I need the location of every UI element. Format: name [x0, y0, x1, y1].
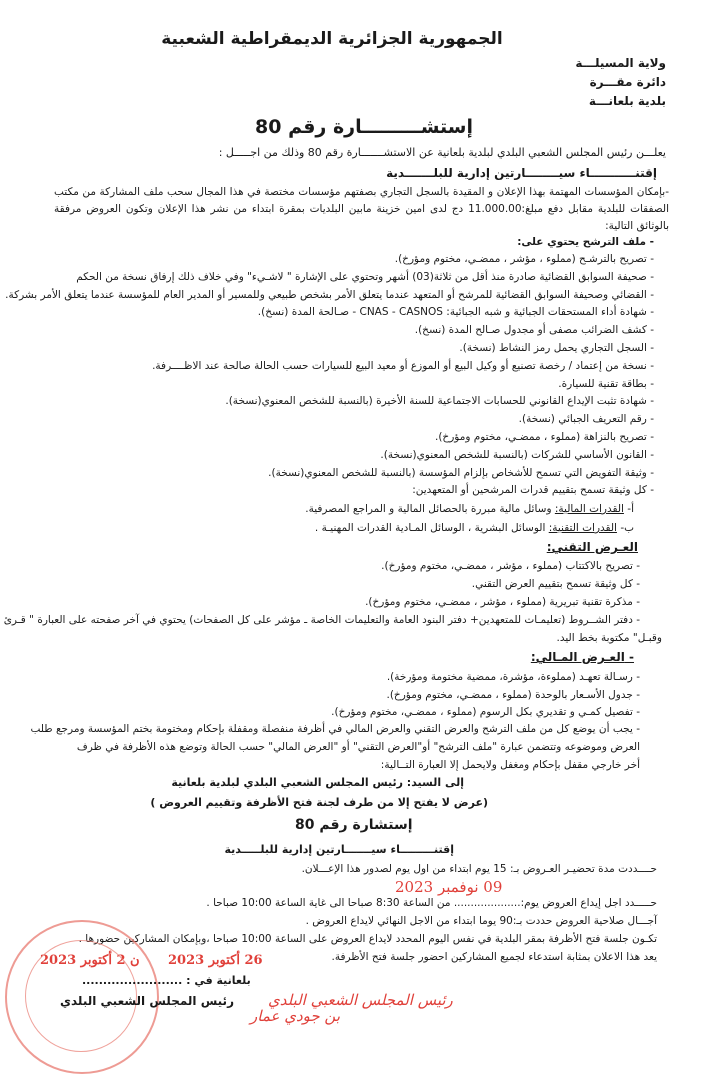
capacity-text: الوسائل البشرية ، الوسائل المـادية القدرات المهنيـة . [314, 522, 549, 534]
schedule-line: آجـــال صلاحية العروض حددت بـ:90 يوما ابتداء من الاجل النهائي لايداع العروض . [305, 915, 657, 927]
subject: إقتنـــــــــــاء سيــــــــارتين إدارية للبلـــــــدية [386, 166, 657, 180]
candidacy-item: - السجل التجاري يحمل رمز النشاط (نسخة). [459, 341, 654, 355]
financial-item: - تفصيل كمـي و تقديري بكل الرسوم (مملوء ، ممضـي، مختوم ومؤرخ). [331, 706, 640, 718]
place-date-line: بلعانية في : ........................ [82, 974, 251, 987]
candidacy-item: - رقم التعريف الجبائي (نسخة). [519, 412, 654, 426]
candidacy-item: - كشف الضرائب مصفى أو مجدول صـالح المدة (نسخ). [415, 323, 654, 337]
financial-item: - جدول الأسـعار بالوحدة (مملوء ، ممضـي، مختوم ومؤرخ). [386, 689, 640, 701]
technical-item: وقبـل" مكتوبة بخط اليد. [556, 632, 662, 644]
signature-name: بن جودي عمار [250, 1007, 341, 1025]
wilaya: ولاية المسيلـــة [575, 56, 666, 70]
date-stamp: 26 أكتوبر 2023 [168, 953, 263, 968]
announce: يعلـــن رئيس المجلس الشعبي البلدي لبلدية بلعانية عن الاستشـــــــارة رقم 80 وذلك من اجـــــل : [218, 146, 666, 159]
envelope-instruction: أخر خارجي مقفل بإحكام ومغفل ولايحمل إلا العبارة التــالية: [380, 759, 640, 771]
candidacy-heading: - ملف الترشح يحتوي على: [517, 235, 654, 249]
candidacy-item: - وثيقة التفويض التي تسمح للأشخاص بإلزام المؤسسة (بالنسبة للشخص المعنوي(نسخة). [268, 466, 654, 480]
schedule-line: حــــددت مدة تحضيـر العـروض بـ: 15 يوم ابتداء من اول يوم لصدور هذا الإعـــلان. [301, 863, 657, 875]
candidacy-item: - تصريح بالترشـح (مملوء ، مؤشر ، ممضـي، مختوم ومؤرخ). [395, 252, 654, 266]
technical-item: - دفتر الشــروط (تعليمـات للمتعهدين+ دفتر البنود العامة والتعليمات الخاصة ـ مؤشر على كل الصفحات) يحتوي في آخر صفحته على العبارة " قـرئ [3, 614, 640, 626]
marker: أ- [627, 503, 634, 515]
candidacy-item: - بطاقة تقنية للسيارة. [558, 377, 654, 391]
capacity-financial [305, 502, 634, 516]
candidacy-item: - شهادة تثبت الإيداع القانوني للحسابات الاجتماعية للسنة الأخيرة (بالنسبة للشخص المعنوي(نسخة). [225, 394, 654, 408]
schedule-line: تكـون جلسة فتح الأظرفة بمقر البلدية في نفس اليوم المحدد لايداع العروض على الساعة 10:00 صباحا ،وبإمكان المشاركين حضورها . [78, 933, 657, 945]
capacity-label: القدرات المالية: [554, 503, 624, 515]
not-open-notice: (عرض لا يفتح إلا من طرف لجنة فتح الأظرفة وتقييم العروض ) [150, 796, 488, 809]
addressee: إلى السيد: رئيس المجلس الشعبي البلدي لبلدية بلعانية [171, 776, 464, 789]
envelope-instruction: - يجب أن يوضع كل من ملف الترشح والعرض التقني والعرض المالي في أظرفة منفصلة ومقفلة بإحكام ومختومة بختم المؤسسة ومرجع طلب [30, 723, 640, 735]
candidacy-item: - كل وثيقة تسمح بتقييم قدرات المرشحين أو المتعهدين: [412, 483, 654, 497]
consultation-title-2: إستشارة رقم 80 [295, 817, 413, 833]
consultation-title: إستشـــــــــارة رقم 80 [255, 116, 473, 138]
capacity-text: وسائل مالية مبررة بالحصائل المالية و المراجع المصرفية. [305, 503, 555, 515]
date-stamp: ن 2 أكتوبر 2023 [40, 953, 140, 968]
subject-2: إقتنـــــــــاء سيـــــــارتين إدارية للبلـــــدية [224, 843, 454, 856]
technical-item: - تصريح بالاكتتاب (مملوء ، مؤشر ، ممضـي، مختوم ومؤرخ). [381, 560, 640, 572]
candidacy-item: - تصريح بالنزاهة (مملوء ، ممضـي، مختوم ومؤرخ). [435, 430, 654, 444]
financial-item: - رسـالة تعهـد (مملوءة، مؤشرة، ممضية مختومة ومؤرخة). [386, 671, 640, 683]
candidacy-item: - نسخة من إعتماد / رخصة تصنيع أو وكيل البيع أو الموزع أو معيد البيع للسيارات حسب الحالة صالحة عند الاظــــرفة. [152, 359, 654, 373]
schedule-line: يعد هذا الاعلان بمثابة استدعاء لجميع المشاركين احضور جلسة فتح الأظرفة. [331, 951, 657, 963]
handwritten-deadline: 09 نوفمبر 2023 [395, 878, 503, 896]
candidacy-item: - صحيفة السوابق القضائية صادرة منذ أقل من ثلاثة(03) أشهر وتحتوي على الإشارة " لاشـيء" وفي خلاف ذلك إرفاق نسخة من الحكم [76, 270, 654, 284]
schedule-line: حـــــدد اجل إيداع العروض يوم:.................... من الساعة 8:30 صباحا الى غاية الساعة 10:00 صباحا . [206, 897, 657, 909]
technical-item: - مذكرة تقنية تبريرية (مملوء ، مؤشر ، ممضـي، مختوم ومؤرخ). [365, 596, 640, 608]
republic-heading: الجمهورية الجزائرية الديمقراطية الشعبية [161, 29, 503, 49]
capacity-technical [315, 521, 634, 535]
marker: ب- [620, 522, 634, 534]
capacity-label: القدرات التقنية: [548, 522, 617, 534]
technical-item: - كل وثيقة تسمح بتقييم العرض التقني. [471, 578, 640, 590]
baladiya: بلدية بلعانـــة [588, 94, 666, 108]
envelope-instruction: العرض وموضوعه وتتضمن عبارة "ملف الترشح" أو"العرض التقني" أو "العرض المالي" حسب الحالة وتوضع هذه الأظرفة في ظرف [76, 741, 640, 753]
financial-heading: - العـرض المـالي: [531, 650, 634, 664]
candidacy-item: - شهادة أداء المستحقات الجبائية و شبه الجبائية: CNAS - CASNOS - صـالحة المدة (نسخ). [258, 305, 654, 319]
signatory-title: رئيس المجلس الشعبي البلدي [60, 994, 234, 1008]
signature-stamp-title: رئيس المجلس الشعبي البلدي [268, 991, 453, 1009]
intro-paragraph: -بإمكان المؤسسات المهتمة بهذا الإعلان و المقيدة بالسجل التجاري بصفتهم مؤسسات مختصة في هذا المجال سحب ملف المشاركة من مكتب الصفقات للبلدية مقابل دفع مبلغ:11.000.00 دج لدى امين خزينة مابين البلديات بمقرة ابتداء من نشر هذا الإعلان وتكون العروض مرفقة بالوثائق التالية: [54, 186, 670, 232]
technical-heading: العـرض التقني: [546, 540, 638, 554]
candidacy-item: - القضائي وصحيفة السوابق القضائية للمرشح أو المتعهد عندما يتعلق الأمر بشخص طبيعي وللمسير أو المدير العام للمؤسسة عندما يتعلق الأمر بشركة. [5, 288, 654, 302]
candidacy-item: - القانون الأساسي للشركات (بالنسبة للشخص المعنوي(نسخة). [380, 448, 654, 462]
daira: دائرة مقـــرة [589, 75, 666, 89]
